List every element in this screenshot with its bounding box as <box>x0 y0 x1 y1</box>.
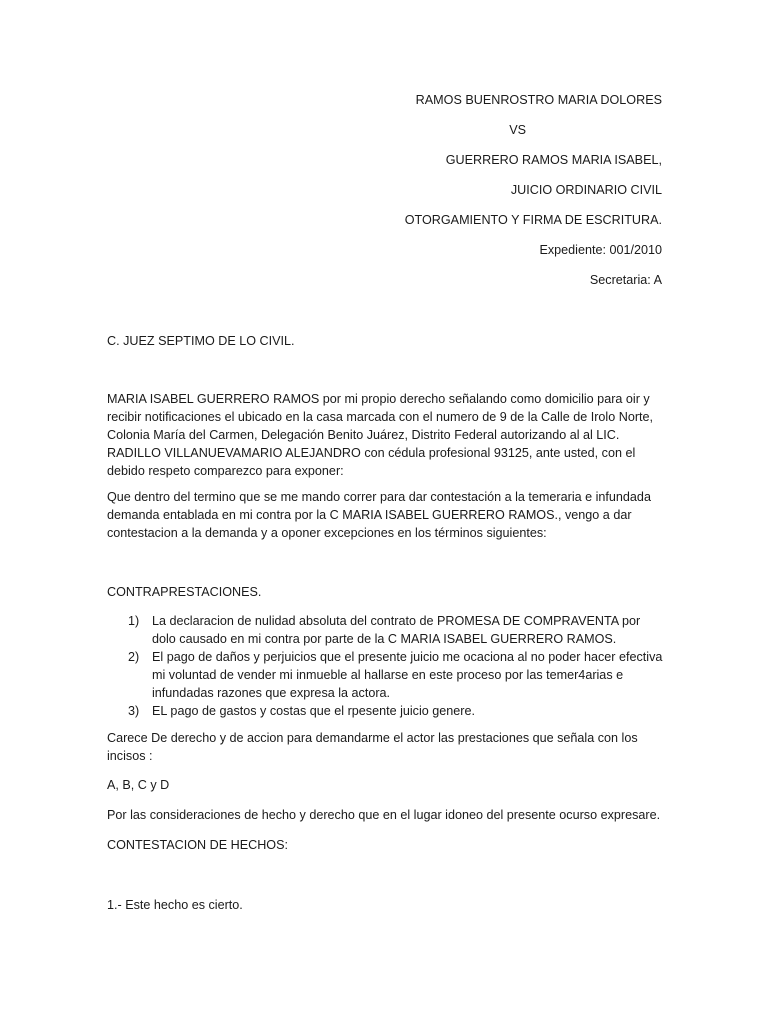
list-item-text: EL pago de gastos y costas que el rpesente juicio genere. <box>152 704 475 718</box>
addressee: C. JUEZ SEPTIMO DE LO CIVIL. <box>107 334 295 348</box>
considerations-paragraph: Por las consideraciones de hecho y derecho que en el lugar idoneo del presente ocurso expresare. <box>107 808 661 822</box>
list-item-text: El pago de daños y perjuicios que el presente juicio me ocaciona al no poder hacer efectiva mi voluntad de vender mi inmueble al hallarse en este proceso por las temer4arias e infundadas razones que expresa la actora. <box>152 650 663 700</box>
defendant-name: GUERRERO RAMOS MARIA ISABEL, <box>445 153 662 167</box>
list-item-text: La declaracion de nulidad absoluta del contrato de PROMESA DE COMPRAVENTA por dolo causado en mi contra por parte de la C MARIA ISABEL GUERRERO RAMOS. <box>152 614 641 646</box>
lack-of-right-paragraph: Carece De derecho y de accion para demandarme el actor las prestaciones que señala con los incisos : <box>107 731 638 763</box>
section-title: CONTRAPRESTACIONES. <box>107 585 262 599</box>
statement-paragraph: Que dentro del termino que se me mando correr para dar contestación a la temeraria e infundada demanda entablada en mi contra por la C MARIA ISABEL GUERRERO RAMOS., vengo a dar contestacion a la demanda y a oponer excepciones en los términos siguientes: <box>107 490 651 540</box>
file-number: Expediente: 001/2010 <box>539 243 662 257</box>
fact-1: 1.- Este hecho es cierto. <box>107 898 243 912</box>
list-item <box>107 648 663 702</box>
letters-line: A, B, C y D <box>107 778 170 792</box>
intro-paragraph: MARIA ISABEL GUERRERO RAMOS por mi propio derecho señalando como domicilio para oir y recibir notificaciones el ubicado en la casa marcada con el numero de 9 de la Calle de Irolo Norte, Colonia María del Carmen, Delegación Benito Juárez, Distrito Federal autorizando al al LIC. RADILLO VILLANUEVAMARIO ALEJANDRO con cédula profesional 93125, ante usted, con el debido respeto comparezco para exponer: <box>107 392 654 478</box>
list-item <box>107 612 663 648</box>
list-item-number: 3) <box>128 704 140 718</box>
list-item <box>107 702 663 720</box>
list-item-number: 1) <box>128 614 140 628</box>
list-item-number: 2) <box>128 650 140 664</box>
secretary: Secretaria: A <box>589 273 662 287</box>
case-type: JUICIO ORDINARIO CIVIL <box>510 183 662 197</box>
counterclaims-list <box>107 612 663 720</box>
versus-label: VS <box>509 123 526 137</box>
plaintiff-name: RAMOS BUENROSTRO MARIA DOLORES <box>415 93 662 107</box>
facts-title: CONTESTACION DE HECHOS: <box>107 838 288 852</box>
case-matter: OTORGAMIENTO Y FIRMA DE ESCRITURA. <box>404 213 662 227</box>
